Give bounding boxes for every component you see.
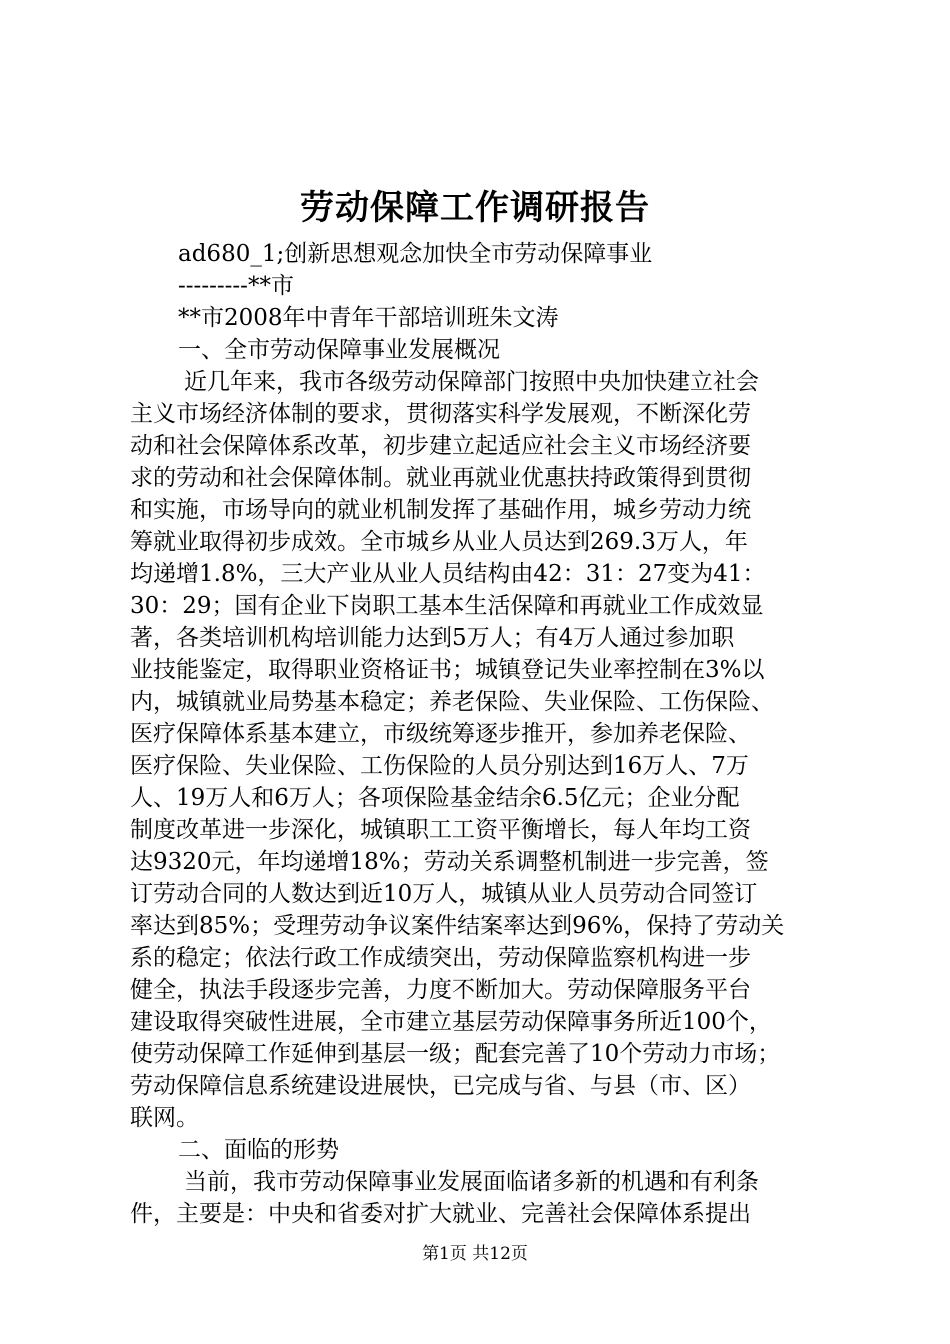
- text-line: 订劳动合同的人数达到近10万人，城镇从业人员劳动合同签订: [130, 881, 758, 907]
- text-line: 30：29；国有企业下岗职工基本生活保障和再就业工作成效显: [130, 593, 764, 619]
- text-line: 劳动保障信息系统建设进展快，已完成与省、与县（市、区）: [130, 1073, 751, 1099]
- text-line: ad680_1;创新思想观念加快全市劳动保障事业: [178, 241, 653, 267]
- text-line: 和实施，市场导向的就业机制发挥了基础作用，城乡劳动力统: [130, 497, 751, 523]
- text-line: 当前，我市劳动保障事业发展面临诸多新的机遇和有利条: [184, 1169, 759, 1195]
- text-line: 主义市场经济体制的要求，贯彻落实科学发展观，不断深化劳: [130, 401, 751, 427]
- text-line: 制度改革进一步深化，城镇职工工资平衡增长，每人年均工资: [130, 817, 751, 843]
- text-line: 医疗保障体系基本建立，市级统筹逐步推开，参加养老保险、: [130, 721, 751, 747]
- text-line: 件，主要是：中央和省委对扩大就业、完善社会保障体系提出: [130, 1201, 751, 1227]
- text-line: 求的劳动和社会保障体制。就业再就业优惠扶持政策得到贯彻: [130, 465, 751, 491]
- text-line: 均递增1.8%，三大产业从业人员结构由42：31：27变为41：: [130, 561, 766, 587]
- page-number-footer: 第1页 共12页: [422, 1244, 528, 1264]
- text-line: 达9320元，年均递增18%；劳动关系调整机制进一步完善，签: [130, 849, 769, 875]
- text-line: 内，城镇就业局势基本稳定；养老保险、失业保险、工伤保险、: [130, 689, 774, 715]
- text-line: 动和社会保障体系改革，初步建立起适应社会主义市场经济要: [130, 433, 751, 459]
- document-body: [130, 238, 840, 1230]
- text-line: ---------**市: [178, 273, 294, 299]
- text-line: 率达到85%；受理劳动争议案件结案率达到96%，保持了劳动关: [130, 913, 785, 939]
- text-line: 业技能鉴定，取得职业资格证书；城镇登记失业率控制在3%以: [130, 657, 765, 683]
- text-line: 筹就业取得初步成效。全市城乡从业人员达到269.3万人，年: [130, 529, 748, 555]
- text-line: 健全，执法手段逐步完善，力度不断加大。劳动保障服务平台: [130, 977, 751, 1003]
- text-line: 使劳动保障工作延伸到基层一级；配套完善了10个劳动力市场；: [130, 1041, 781, 1067]
- text-line: 人、19万人和6万人；各项保险基金结余6.5亿元；企业分配: [130, 785, 740, 811]
- section-heading: 二、面临的形势: [178, 1137, 339, 1163]
- text-line: 系的稳定；依法行政工作成绩突出，劳动保障监察机构进一步: [130, 945, 751, 971]
- text-line: 建设取得突破性进展，全市建立基层劳动保障事务所近100个，: [130, 1009, 772, 1035]
- document-title: 劳动保障工作调研报告: [300, 188, 650, 228]
- text-line: 近几年来，我市各级劳动保障部门按照中央加快建立社会: [184, 369, 759, 395]
- text-line: 著，各类培训机构培训能力达到5万人；有4万人通过参加职: [130, 625, 735, 651]
- text-line: **市2008年中青年干部培训班朱文涛: [178, 305, 559, 331]
- text-line: 医疗保险、失业保险、工伤保险的人员分别达到16万人、7万: [130, 753, 749, 779]
- text-line: 联网。: [130, 1105, 199, 1131]
- section-heading: 一、全市劳动保障事业发展概况: [178, 337, 500, 363]
